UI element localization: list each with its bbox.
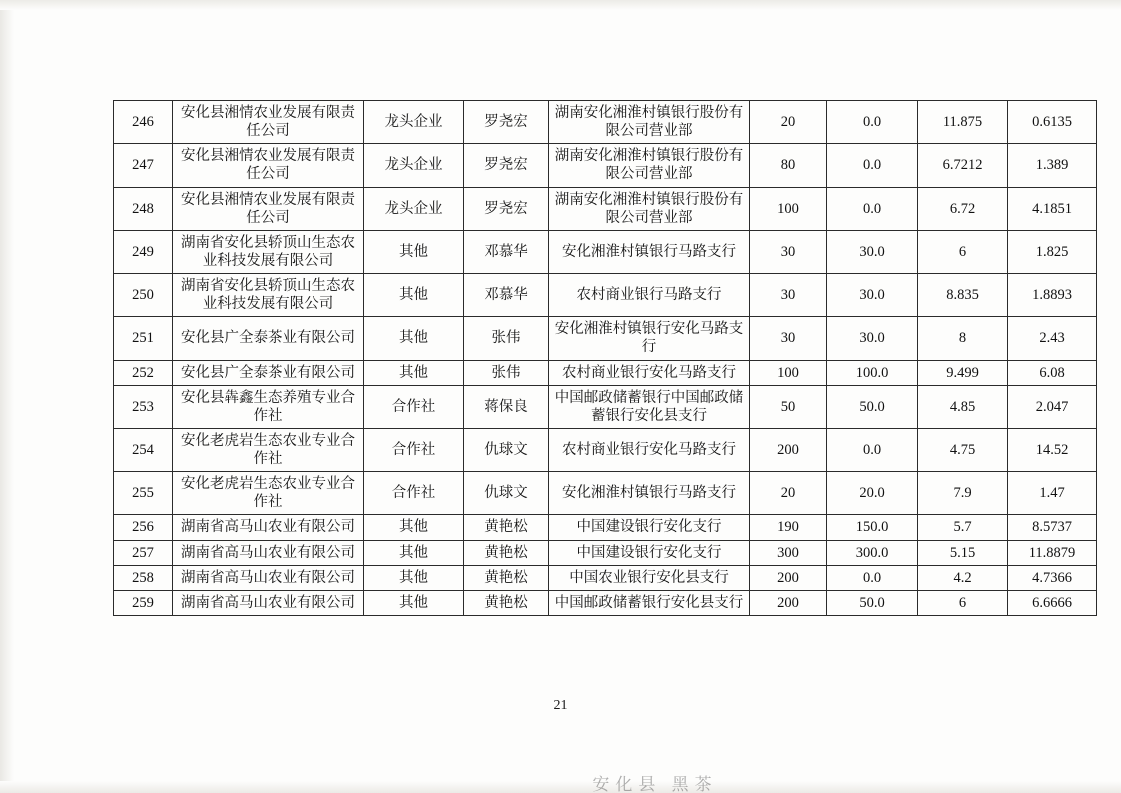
guarantee-amount: 20.0 (827, 472, 918, 515)
guarantee-amount: 50.0 (827, 385, 918, 428)
table-row (114, 590, 1097, 615)
company-type: 其他 (364, 565, 464, 590)
responsible-person: 邓慕华 (464, 274, 549, 317)
row-index: 251 (114, 317, 173, 360)
company-name: 安化县广全泰茶业有限公司 (173, 360, 364, 385)
responsible-person: 黄艳松 (464, 565, 549, 590)
guarantee-amount: 0.0 (827, 565, 918, 590)
guarantee-amount: 30.0 (827, 230, 918, 273)
loan-amount: 20 (750, 472, 827, 515)
interest-rate: 5.7 (918, 515, 1008, 540)
company-type: 其他 (364, 590, 464, 615)
table-row (114, 472, 1097, 515)
guarantee-amount: 30.0 (827, 274, 918, 317)
page-number: 21 (553, 698, 568, 713)
interest-rate: 8.835 (918, 274, 1008, 317)
bank-name: 中国邮政储蓄银行安化县支行 (549, 590, 750, 615)
interest-rate: 4.2 (918, 565, 1008, 590)
responsible-person: 黄艳松 (464, 515, 549, 540)
guarantee-amount: 300.0 (827, 540, 918, 565)
responsible-person: 黄艳松 (464, 540, 549, 565)
interest-rate: 9.499 (918, 360, 1008, 385)
subsidy-amount: 1.389 (1008, 144, 1097, 187)
interest-rate: 5.15 (918, 540, 1008, 565)
company-type: 其他 (364, 274, 464, 317)
row-index: 249 (114, 230, 173, 273)
bank-name: 安化湘淮村镇银行安化马路支行 (549, 317, 750, 360)
loan-amount: 30 (750, 317, 827, 360)
subsidy-amount: 11.8879 (1008, 540, 1097, 565)
company-name: 安化县广全泰茶业有限公司 (173, 317, 364, 360)
table-row (114, 230, 1097, 273)
bank-name: 湖南安化湘淮村镇银行股份有限公司营业部 (549, 101, 750, 144)
company-name: 安化老虎岩生态农业专业合作社 (173, 428, 364, 471)
row-index: 248 (114, 187, 173, 230)
company-type: 龙头企业 (364, 144, 464, 187)
responsible-person: 罗尧宏 (464, 101, 549, 144)
table-row (114, 428, 1097, 471)
subsidy-amount: 2.047 (1008, 385, 1097, 428)
table-row (114, 385, 1097, 428)
table-row (114, 540, 1097, 565)
guarantee-amount: 100.0 (827, 360, 918, 385)
table-row (114, 187, 1097, 230)
scan-edge-top (0, 0, 1121, 10)
loan-amount: 20 (750, 101, 827, 144)
row-index: 256 (114, 515, 173, 540)
bank-name: 农村商业银行安化马路支行 (549, 428, 750, 471)
row-index: 259 (114, 590, 173, 615)
bank-name: 湖南安化湘淮村镇银行股份有限公司营业部 (549, 144, 750, 187)
subsidy-table-container (113, 100, 1076, 616)
company-name: 湖南省高马山农业有限公司 (173, 540, 364, 565)
company-name: 安化县犇鑫生态养殖专业合作社 (173, 385, 364, 428)
company-name: 湖南省高马山农业有限公司 (173, 565, 364, 590)
company-name: 安化县湘情农业发展有限责任公司 (173, 144, 364, 187)
guarantee-amount: 0.0 (827, 101, 918, 144)
bank-name: 安化湘淮村镇银行马路支行 (549, 230, 750, 273)
interest-rate: 4.85 (918, 385, 1008, 428)
scan-edge-left (0, 0, 14, 793)
subsidy-amount: 1.8893 (1008, 274, 1097, 317)
loan-amount: 200 (750, 590, 827, 615)
company-type: 龙头企业 (364, 187, 464, 230)
row-index: 257 (114, 540, 173, 565)
row-index: 258 (114, 565, 173, 590)
interest-rate: 11.875 (918, 101, 1008, 144)
bank-name: 中国建设银行安化支行 (549, 540, 750, 565)
company-type: 合作社 (364, 428, 464, 471)
table-row (114, 274, 1097, 317)
company-name: 湖南省安化县轿顶山生态农业科技发展有限公司 (173, 274, 364, 317)
bank-name: 中国邮政储蓄银行中国邮政储蓄银行安化县支行 (549, 385, 750, 428)
interest-rate: 6.72 (918, 187, 1008, 230)
subsidy-amount: 1.825 (1008, 230, 1097, 273)
row-index: 255 (114, 472, 173, 515)
row-index: 250 (114, 274, 173, 317)
table-body (114, 101, 1097, 616)
responsible-person: 仇球文 (464, 428, 549, 471)
guarantee-amount: 0.0 (827, 428, 918, 471)
responsible-person: 黄艳松 (464, 590, 549, 615)
bank-name: 湖南安化湘淮村镇银行股份有限公司营业部 (549, 187, 750, 230)
responsible-person: 罗尧宏 (464, 144, 549, 187)
responsible-person: 邓慕华 (464, 230, 549, 273)
interest-rate: 8 (918, 317, 1008, 360)
responsible-person: 仇球文 (464, 472, 549, 515)
guarantee-amount: 0.0 (827, 144, 918, 187)
interest-rate: 6.7212 (918, 144, 1008, 187)
guarantee-amount: 150.0 (827, 515, 918, 540)
loan-amount: 190 (750, 515, 827, 540)
subsidy-amount: 4.7366 (1008, 565, 1097, 590)
table-row (114, 144, 1097, 187)
company-type: 其他 (364, 317, 464, 360)
subsidy-amount: 1.47 (1008, 472, 1097, 515)
subsidy-table (113, 100, 1097, 616)
company-type: 合作社 (364, 385, 464, 428)
interest-rate: 6 (918, 230, 1008, 273)
responsible-person: 罗尧宏 (464, 187, 549, 230)
interest-rate: 4.75 (918, 428, 1008, 471)
table-row (114, 565, 1097, 590)
loan-amount: 30 (750, 230, 827, 273)
company-type: 龙头企业 (364, 101, 464, 144)
interest-rate: 7.9 (918, 472, 1008, 515)
loan-amount: 100 (750, 187, 827, 230)
responsible-person: 张伟 (464, 317, 549, 360)
bank-name: 安化湘淮村镇银行马路支行 (549, 472, 750, 515)
guarantee-amount: 50.0 (827, 590, 918, 615)
table-row (114, 317, 1097, 360)
bank-name: 中国建设银行安化支行 (549, 515, 750, 540)
table-row (114, 101, 1097, 144)
company-name: 湖南省高马山农业有限公司 (173, 515, 364, 540)
subsidy-amount: 0.6135 (1008, 101, 1097, 144)
interest-rate: 6 (918, 590, 1008, 615)
loan-amount: 80 (750, 144, 827, 187)
subsidy-amount: 8.5737 (1008, 515, 1097, 540)
guarantee-amount: 30.0 (827, 317, 918, 360)
subsidy-amount: 2.43 (1008, 317, 1097, 360)
loan-amount: 50 (750, 385, 827, 428)
loan-amount: 200 (750, 428, 827, 471)
company-type: 其他 (364, 230, 464, 273)
subsidy-amount: 6.6666 (1008, 590, 1097, 615)
subsidy-amount: 14.52 (1008, 428, 1097, 471)
subsidy-amount: 6.08 (1008, 360, 1097, 385)
row-index: 253 (114, 385, 173, 428)
row-index: 252 (114, 360, 173, 385)
company-name: 安化老虎岩生态农业专业合作社 (173, 472, 364, 515)
loan-amount: 300 (750, 540, 827, 565)
subsidy-amount: 4.1851 (1008, 187, 1097, 230)
row-index: 254 (114, 428, 173, 471)
row-index: 247 (114, 144, 173, 187)
loan-amount: 30 (750, 274, 827, 317)
company-type: 其他 (364, 360, 464, 385)
company-type: 其他 (364, 540, 464, 565)
bank-name: 农村商业银行安化马路支行 (549, 360, 750, 385)
row-index: 246 (114, 101, 173, 144)
responsible-person: 张伟 (464, 360, 549, 385)
table-row (114, 515, 1097, 540)
company-type: 其他 (364, 515, 464, 540)
company-name: 湖南省高马山农业有限公司 (173, 590, 364, 615)
guarantee-amount: 0.0 (827, 187, 918, 230)
company-name: 安化县湘情农业发展有限责任公司 (173, 187, 364, 230)
company-type: 合作社 (364, 472, 464, 515)
responsible-person: 蒋保良 (464, 385, 549, 428)
company-name: 安化县湘情农业发展有限责任公司 (173, 101, 364, 144)
bank-name: 中国农业银行安化县支行 (549, 565, 750, 590)
bank-name: 农村商业银行马路支行 (549, 274, 750, 317)
loan-amount: 200 (750, 565, 827, 590)
footer-watermark: 安化县 黑茶 (592, 775, 718, 792)
loan-amount: 100 (750, 360, 827, 385)
table-row (114, 360, 1097, 385)
company-name: 湖南省安化县轿顶山生态农业科技发展有限公司 (173, 230, 364, 273)
